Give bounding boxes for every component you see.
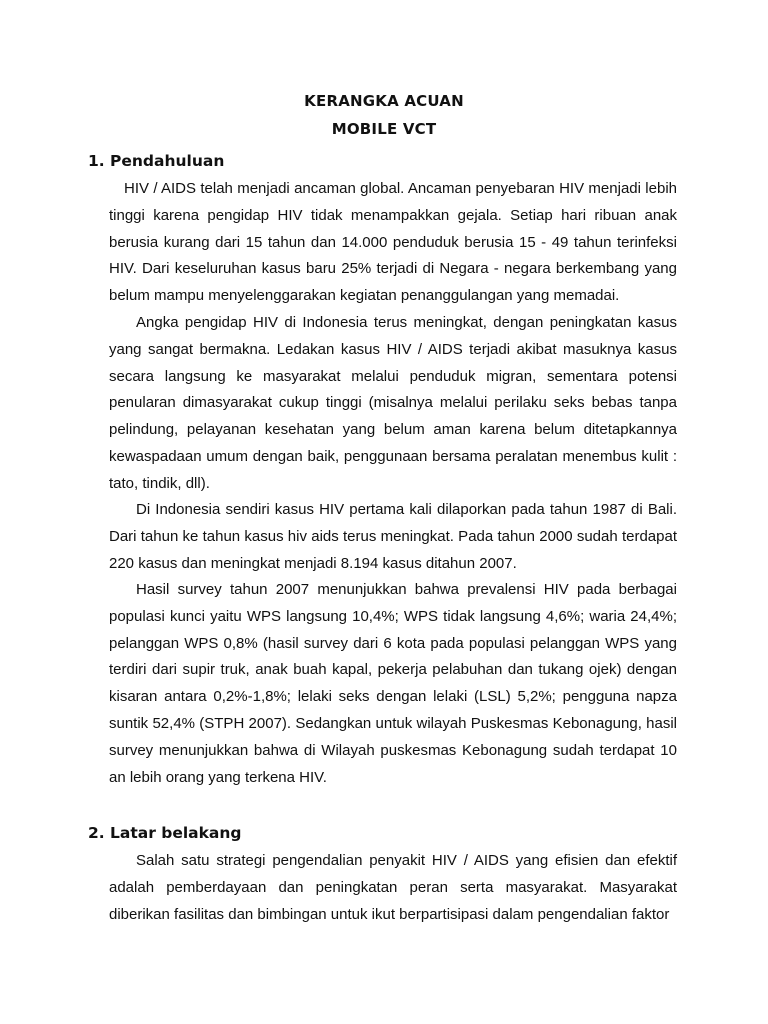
section-heading-text: Latar belakang (110, 824, 242, 842)
paragraph: Angka pengidap HIV di Indonesia terus meningkat, dengan peningkatan kasus yang sangat bermakna. Ledakan kasus HIV / AIDS terjadi akibat masuknya kasus secara langsung ke masyarakat melalui penduduk migran, sementara potensi penularan dimasyarakat cukup tinggi (misalnya melalui perilaku seks bebas tanpa pelindung, pelayanan kesehatan yang belum aman karena belum ditetapkannya kewaspadaan umum dengan baik, penggunaan bersama peralatan menembus kulit : tato, tindik, dll). (109, 314, 677, 492)
paragraph: Di Indonesia sendiri kasus HIV pertama kali dilaporkan pada tahun 1987 di Bali. Dari tahun ke tahun kasus hiv aids terus meningkat. Pada tahun 2000 sudah terdapat 220 kasus dan meningkat menjadi 8.194 kasus ditahun 2007. (109, 501, 677, 572)
section-number: 2. (88, 824, 105, 842)
paragraph: Hasil survey tahun 2007 menunjukkan bahwa prevalensi HIV pada berbagai populasi kunci yaitu WPS langsung 10,4%; WPS tidak langsung 4,6%; waria 24,4%; pelanggan WPS 0,8% (hasil survey dari 6 kota pada populasi pelanggan WPS yang terdiri dari supir truk, anak buah kapal, pekerja pelabuhan dan tukang ojek) dengan kisaran antara 0,2%-1,8%; lelaki seks dengan lelaki (LSL) 5,2%; pengguna napza suntik 52,4% (STPH 2007). Sedangkan untuk wilayah Puskesmas Kebonagung, hasil survey menunjukkan bahwa di Wilayah puskesmas Kebonagung sudah terdapat 10 an lebih orang yang terkena HIV. (109, 581, 677, 786)
document-subtitle: MOBILE VCT (331, 120, 437, 138)
section-number: 1. (88, 152, 105, 170)
section-heading-pendahuluan (88, 152, 224, 170)
paragraph: HIV / AIDS telah menjadi ancaman global. Ancaman penyebaran HIV menjadi lebih tinggi karena pengidap HIV tidak menampakkan gejala. Setiap hari ribuan anak berusia kurang dari 15 tahun dan 14.000 penduduk berusia 15 - 49 tahun terinfeksi HIV. Dari keseluruhan kasus baru 25% terjadi di Negara - negara berkembang yang belum mampu menyelenggarakan kegiatan penanggulangan yang memadai. (109, 180, 677, 305)
document-title: KERANGKA ACUAN (304, 92, 464, 110)
section-heading-latar-belakang (88, 824, 242, 842)
paragraph: Salah satu strategi pengendalian penyakit HIV / AIDS yang efisien dan efektif adalah pemberdayaan dan peningkatan peran serta masyarakat. Masyarakat diberikan fasilitas dan bimbingan untuk ikut berpartisipasi dalam pengendalian faktor (109, 852, 677, 923)
section-heading-text: Pendahuluan (110, 152, 225, 170)
